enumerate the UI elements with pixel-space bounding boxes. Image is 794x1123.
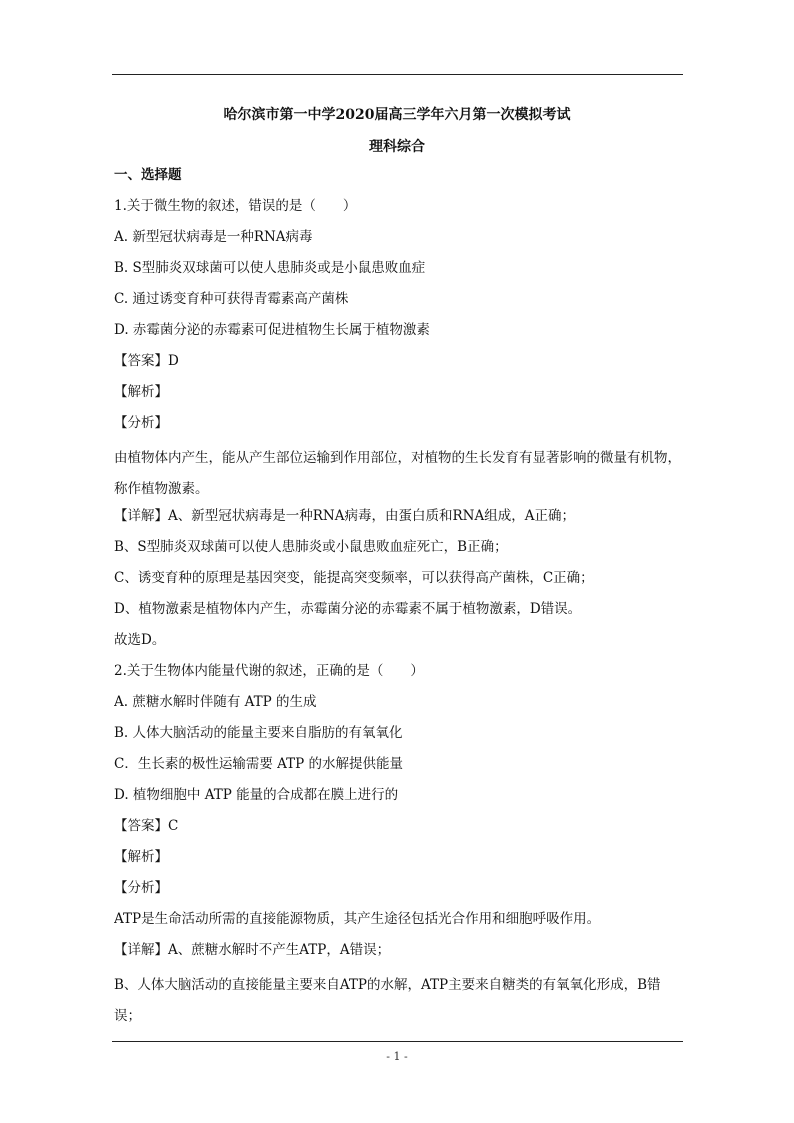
document-body bbox=[114, 164, 686, 1032]
question-1-option-a: A. 新型冠状病毒是一种RNA病毒 bbox=[114, 229, 313, 245]
question-2-detail-a: 【详解】A、蔗糖水解时不产生ATP，A错误； bbox=[114, 942, 391, 958]
question-1-detail-c: C、诱变育种的原理是基因突变，能提高突变频率，可以获得高产菌株，C正确； bbox=[114, 570, 594, 586]
question-1-detail-b: B、S型肺炎双球菌可以使人患肺炎或小鼠患败血症死亡，B正确； bbox=[114, 539, 508, 555]
question-2-option-b: B. 人体大脑活动的能量主要来自脂肪的有氧氧化 bbox=[114, 725, 403, 741]
exam-subtitle: 理科综合 bbox=[369, 139, 425, 155]
question-2-stem: 2.关于生物体内能量代谢的叙述，正确的是（ ） bbox=[114, 663, 424, 679]
page-number: - 1 - bbox=[386, 1050, 408, 1063]
question-1-fenxi-text: 由植物体内产生，能从产生部位运输到作用部位，对植物的生长发育有显著影响的微量有机物，称作植物激素。 bbox=[114, 450, 681, 497]
question-1-detail-a: 【详解】A、新型冠状病毒是一种RNA病毒，由蛋白质和RNA组成，A正确； bbox=[114, 508, 575, 524]
question-2-answer: 【答案】C bbox=[114, 818, 179, 834]
question-1-conclusion: 故选D。 bbox=[114, 632, 166, 648]
question-1-option-b: B. S型肺炎双球菌可以使人患肺炎或是小鼠患败血症 bbox=[114, 260, 426, 276]
question-2-fenxi-label: 【分析】 bbox=[114, 880, 168, 896]
question-2-option-a: A. 蔗糖水解时伴随有 ATP 的生成 bbox=[114, 694, 317, 710]
question-2-analysis-label: 【解析】 bbox=[114, 849, 168, 865]
question-1-detail-d: D、植物激素是植物体内产生，赤霉菌分泌的赤霉素不属于植物激素，D错误。 bbox=[114, 601, 582, 617]
header-rule bbox=[112, 74, 683, 75]
question-1-stem: 1.关于微生物的叙述，错误的是（ ） bbox=[114, 198, 357, 214]
footer-rule bbox=[112, 1041, 683, 1042]
question-2-option-c: C．生长素的极性运输需要 ATP 的水解提供能量 bbox=[114, 756, 404, 772]
question-1-answer: 【答案】D bbox=[114, 353, 179, 369]
question-1-analysis-label: 【解析】 bbox=[114, 384, 168, 400]
exam-title: 哈尔滨市第一中学2020届高三学年六月第一次模拟考试 bbox=[223, 107, 571, 123]
question-1-option-c: C. 通过诱变育种可获得青霉素高产菌株 bbox=[114, 291, 349, 307]
question-2-fenxi-text: ATP是生命活动所需的直接能源物质，其产生途径包括光合作用和细胞呼吸作用。 bbox=[114, 911, 601, 927]
section-heading: 一、选择题 bbox=[114, 167, 182, 183]
question-2-option-d: D. 植物细胞中 ATP 能量的合成都在膜上进行的 bbox=[114, 787, 399, 803]
question-1-option-d: D. 赤霉菌分泌的赤霉素可促进植物生长属于植物激素 bbox=[114, 322, 430, 338]
question-1-fenxi-label: 【分析】 bbox=[114, 415, 168, 431]
question-2-detail-b: B、人体大脑活动的直接能量主要来自ATP的水解，ATP主要来自糖类的有氧氧化形成，B错误； bbox=[114, 977, 661, 1024]
